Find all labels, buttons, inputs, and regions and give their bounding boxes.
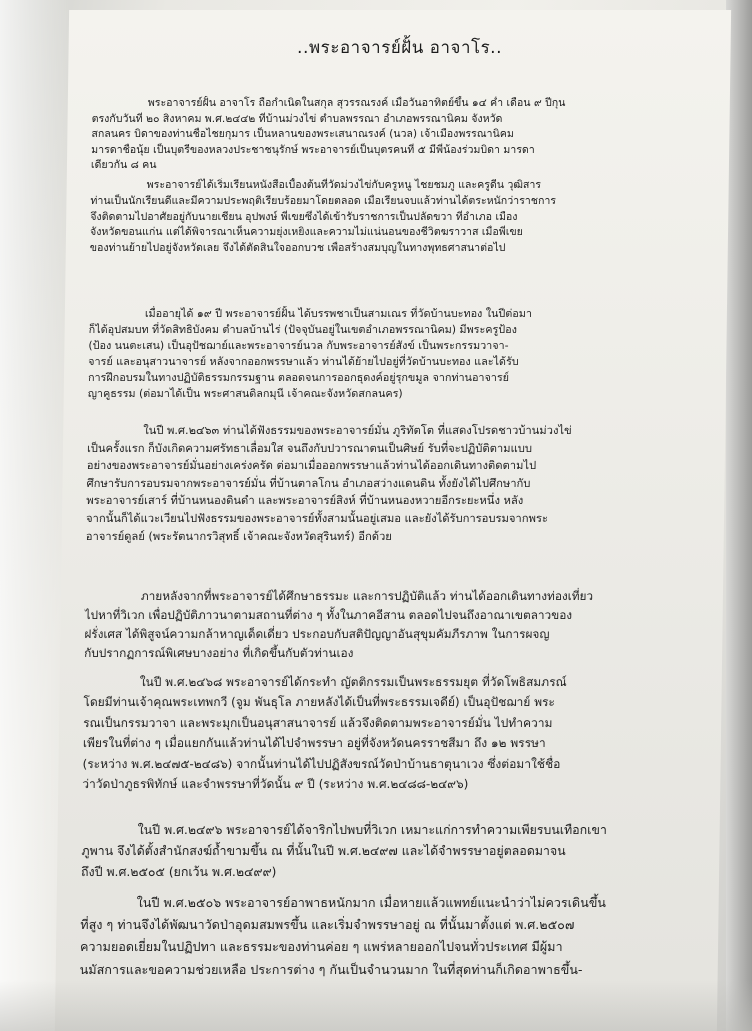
text-line: ญาคูธรรม (ต่อมาได้เป็น พระศาสนดิลกมุนี เจ้าคณะจังหวัดสกลนคร) bbox=[87, 387, 403, 401]
text-line: ไปหาที่วิเวก เพื่อปฏิบัติภาวนาตามสถานที่ต่าง ๆ ทั้งในภาคอีสาน ตลอดไปจนถึงอาณาเขตลาวของ bbox=[84, 608, 573, 622]
frame-edge bbox=[726, 0, 752, 1031]
text-line: เป็นครั้งแรก ก็บังเกิดความศรัทธาเลื่อมใส จนถึงกับปวารณาตนเป็นศิษย์ รับที่จะปฏิบัติตามแบบ bbox=[86, 441, 533, 455]
text-line: อย่างของพระอาจารย์มั่นอย่างเคร่งครัด ต่อมาเมื่อออกพรรษาแล้วท่านได้ออกเดินทางติดตามไป bbox=[86, 459, 537, 473]
text-line: เพียรในที่ต่าง ๆ เมื่อแยกกันแล้วท่านได้ไปจำพรรษา อยู่ที่จังหวัดนครราชสีมา ถึง ๑๒ พรรษา bbox=[82, 736, 546, 751]
text-line: (ระหว่าง พ.ศ.๒๔๗๕-๒๔๘๖) จากนั้นท่านได้ไปปฏิสังขรณ์วัดป่าบ้านธาตุนาเวง ซึ่งต่อมาใช้ชื่อ bbox=[82, 756, 561, 771]
paragraph-7 bbox=[81, 819, 708, 883]
paragraph-1 bbox=[91, 96, 718, 174]
paragraph-3 bbox=[88, 306, 715, 403]
text-line: ความยอดเยี่ยมในปฏิปทา และธรรมะของท่านค่อย ๆ แพร่หลายออกไปจนทั่วประเทศ มีผู้มา bbox=[79, 939, 563, 955]
text-line: ในปี พ.ศ.๒๔๖๓ ท่านได้ฟังธรรมของพระอาจารย์มั่น ภูริทัตโต ที่แสดงโปรดชาวบ้านม่วงไข่ bbox=[143, 424, 572, 437]
text-line: เดียวกัน ๘ คน bbox=[90, 159, 157, 172]
text-line: พระอาจารย์เสาร์ ที่บ้านหนองดินดำ และพระอาจารย์สิงห์ ที่บ้านหนองหวายอีกระยะหนึ่ง หลัง bbox=[86, 494, 524, 508]
text-line: ภูพาน จึงได้ตั้งสำนักสงฆ์ถ้ำขามขึ้น ณ ที่นั้นในปี พ.ศ.๒๔๙๗ และได้จำพรรษาอยู่ตลอดมาจน bbox=[81, 843, 566, 859]
photo-shadow bbox=[0, 980, 752, 1031]
text-line: ในปี พ.ศ.๒๔๖๘ พระอาจารย์ได้กระทำ ญัตติกรรมเป็นพระธรรมยุต ที่วัดโพธิสมภรณ์ bbox=[139, 675, 567, 689]
paragraph-2 bbox=[90, 178, 717, 257]
document-sheet bbox=[55, 10, 731, 1031]
text-line: กับปรากฏการณ์พิเศษบางอย่าง ที่เกิดขึ้นกับตัวท่านเอง bbox=[84, 646, 354, 660]
text-line: จารย์ และอนุสาวนาจารย์ หลังจากออกพรรษาแล้ว ท่านได้ย้ายไปอยู่ที่วัดบ้านบะทอง และได้รับ bbox=[88, 355, 519, 369]
text-line: เมื่ออายุได้ ๑๙ ปี พระอาจารย์ฝั้น ได้บรรพชาเป็นสามเณร ที่วัดบ้านบะทอง ในปีต่อมา bbox=[144, 307, 533, 320]
paragraph-6 bbox=[82, 672, 710, 794]
document-title: ..พระอาจารย์ฝั้น อาจาโร.. bbox=[296, 38, 503, 58]
text-line: ที่สูง ๆ ท่านจึงได้พัฒนาวัดป่าอุดมสมพรขึ้น และเริ่มจำพรรษาอยู่ ณ ที่นั้นมาตั้งแต่ พ.ศ.๒๕๐๗ bbox=[80, 917, 575, 933]
text-line: นมัสการและขอความช่วยเหลือ ประการต่าง ๆ กันเป็นจำนวนมาก ในที่สุดท่านก็เกิดอาพาธขึ้น- bbox=[79, 961, 583, 977]
text-line: อาจารย์ดูลย์ (พระรัตนากรวิสุทธิ์ เจ้าคณะจังหวัดสุรินทร์) อีกด้วย bbox=[85, 529, 392, 543]
text-line: ฝรั่งเศส ได้พิสูจน์ความกล้าหาญเด็ดเดี่ยว ประกอบกับสติปัญญาอันสุขุมคัมภีรภาพ ในการผจญ bbox=[84, 627, 550, 641]
text-line: ในปี พ.ศ.๒๔๙๖ พระอาจารย์ได้จาริกไปพบที่วิเวก เหมาะแก่การทำความเพียรบนเทือกเขา bbox=[137, 822, 607, 837]
text-line: มารดาชื่อนุ้ย เป็นบุตรีของหลวงประชาชนุรักษ์ พระอาจารย์เป็นบุตรคนที่ ๕ มีพี่น้องร่วมบิดา มารดา bbox=[91, 143, 535, 156]
paragraph-4 bbox=[86, 422, 714, 545]
text-line: การฝึกอบรมในทางปฏิบัติธรรมกรรมฐาน ตลอดจนการออกธุดงค์อยู่รุกขมูล จากท่านอาจารย์ bbox=[87, 371, 510, 385]
text-line: พระอาจารย์ได้เริ่มเรียนหนังสือเบื้องต้นที่วัดม่วงไข่กับครูหนู ไชยชมภู และครูดีน วุฒิสาร bbox=[146, 179, 542, 191]
paragraph-5 bbox=[84, 587, 711, 663]
text-line: ตรงกับวันที่ ๒๐ สิงหาคม พ.ศ.๒๔๔๒ ที่บ้านม่วงไข่ ตำบลพรรณา อำเภอพรรณานิคม จังหวัด bbox=[91, 112, 503, 125]
text-line: จังหวัดขอนแก่น แต่ได้พิจารณาเห็นความยุ่งเหยิงและความไม่แน่นอนของชีวิตฆราวาส เมื่อพี่เขย bbox=[89, 226, 523, 239]
text-line: ในปี พ.ศ.๒๕๐๖ พระอาจารย์อาพาธหนักมาก เมื่อหายแล้วแพทย์แนะนำว่าไม่ควรเดินขึ้น bbox=[136, 895, 607, 910]
paragraph-8 bbox=[80, 892, 707, 981]
text-line: รณเป็นกรรมวาจา และพระมุกเป็นอนุสาสนาจารย์ แล้วจึงติดตามพระอาจารย์มั่น ไปทำความ bbox=[83, 715, 553, 730]
text-line: ถึงปี พ.ศ.๒๕๐๕ (ยกเว้น พ.ศ.๒๔๙๙) bbox=[80, 864, 277, 880]
text-line: โดยมีท่านเจ้าคุณพระเทพกวี (จูม พันธุโล ภายหลังได้เป็นที่พระธรรมเจดีย์) เป็นอุปัชฌาย์ พระ bbox=[83, 695, 556, 710]
text-line: จากนั้นก็ได้แวะเวียนไปฟังธรรมของพระอาจารย์ทั้งสามนั้นอยู่เสมอ และยังได้รับการอบรมจากพระ bbox=[85, 511, 549, 525]
text-line: (ป้อง นนตะเสน) เป็นอุปัชฌาย์และพระอาจารย์นวล กับพระอาจารย์สังข์ เป็นพระกรรมวาจา- bbox=[88, 339, 509, 353]
text-line: ท่านเป็นนักเรียนดีและมีความประพฤติเรียบร้อยมาโดยตลอด เมื่อเรียนจบแล้วท่านได้ตระหนักว่าราชการ bbox=[90, 194, 557, 207]
text-line: ก็ได้อุปสมบท ที่วัดสิทธิบังคม ตำบลบ้านไร่ (ปัจจุบันอยู่ในเขตอำเภอพรรณานิคม) มีพระครูป้อง bbox=[88, 323, 518, 337]
text-line: พระอาจารย์ฝั้น อาจาโร ถือกำเนิดในสกุล สุวรรณรงค์ เมื่อวันอาทิตย์ขึ้น ๑๔ ค่ำ เดือน ๙ ปีกุน bbox=[147, 97, 566, 109]
text-line: จึงติดตามไปอาศัยอยู่กับนายเชียน อุปพงษ์ พี่เขยซึ่งได้เข้ารับราชการเป็นปลัดขวา ที่อำเภอ เมือง bbox=[90, 210, 518, 223]
text-line: ศึกษารับการอบรมจากพระอาจารย์มั่น ที่บ้านตาลโกน อำเภอสว่างแดนดิน ทั้งยังได้ไปศึกษากับ bbox=[86, 476, 531, 490]
text-line: ว่าวัดป่าภูธรพิทักษ์ และจำพรรษาที่วัดนั้น ๙ ปี (ระหว่าง พ.ศ.๒๔๘๘-๒๔๙๖) bbox=[82, 777, 469, 792]
text-line: ของท่านย้ายไปอยู่จังหวัดเลย จึงได้ตัดสินใจออกบวช เพื่อสร้างสมบุญในทางพุทธศาสนาต่อไป bbox=[89, 242, 506, 255]
text-line: สกลนคร บิดาของท่านชื่อไชยกุมาร เป็นหลานของพระเสนาณรงค์ (นวล) เจ้าเมืองพรรณานิคม bbox=[91, 128, 514, 141]
text-line: ภายหลังจากที่พระอาจารย์ได้ศึกษาธรรมะ และการปฏิบัติแล้ว ท่านได้ออกเดินทางท่องเที่ยว bbox=[140, 589, 594, 603]
